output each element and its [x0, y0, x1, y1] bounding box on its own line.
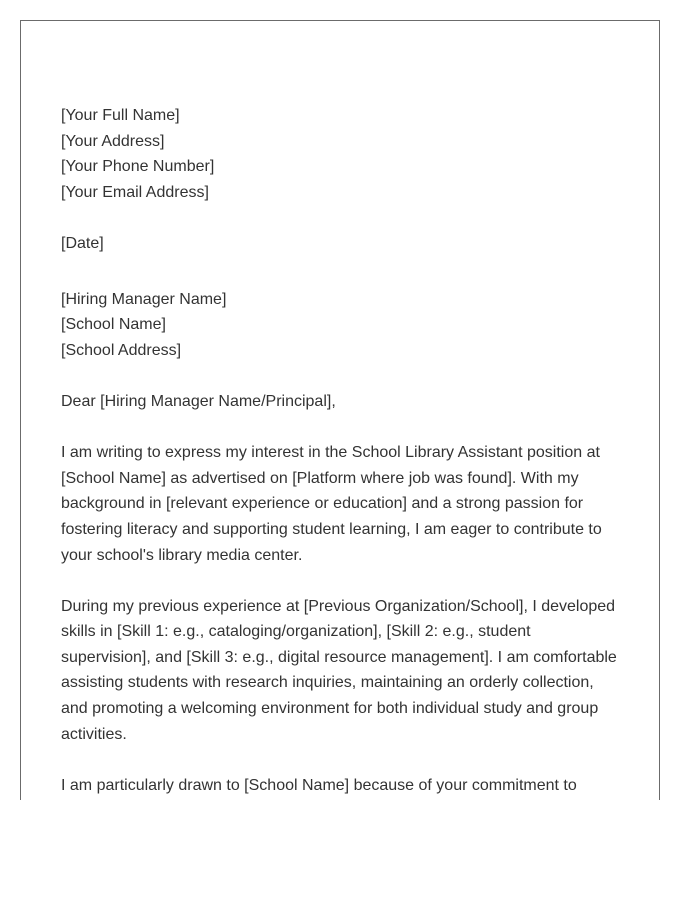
sender-address: [Your Address] — [61, 132, 165, 150]
letter-body — [61, 103, 626, 800]
recipient-address: [School Address] — [61, 341, 182, 359]
paragraph-line: supervision], and [Skill 3: e.g., digital resource management]. I am comfortable — [61, 648, 617, 666]
paragraph-line: During my previous experience at [Previous Organization/School], I developed — [61, 597, 616, 615]
recipient-school: [School Name] — [61, 316, 166, 334]
sender-block — [61, 103, 626, 205]
letter-date: [Date] — [61, 234, 104, 252]
paragraph-line: I am particularly drawn to [School Name] because of your commitment to — [61, 776, 577, 794]
recipient-block — [61, 287, 626, 364]
salutation-block — [61, 389, 626, 415]
paragraph-line: skills in [Skill 1: e.g., cataloging/organization], [Skill 2: e.g., student — [61, 623, 531, 641]
paragraph-1 — [61, 440, 626, 568]
paragraph-line: assisting students with research inquiries, maintaining an orderly collection, — [61, 674, 594, 692]
sender-name: [Your Full Name] — [61, 107, 180, 124]
paragraph-line: [School Name] as advertised on [Platform where job was found]. With my — [61, 469, 579, 487]
paragraph-line: and promoting a welcoming environment for both individual study and group — [61, 700, 599, 718]
paragraph-line: I am writing to express my interest in the School Library Assistant position at — [61, 444, 600, 462]
sender-email: [Your Email Address] — [61, 183, 209, 201]
paragraph-2 — [61, 594, 626, 748]
paragraph-line: fostering literacy and supporting student learning, I am eager to contribute to — [61, 520, 602, 538]
paragraph-line: background in [relevant experience or education] and a strong passion for — [61, 495, 584, 513]
letter-page — [20, 20, 660, 800]
sender-phone: [Your Phone Number] — [61, 158, 215, 176]
paragraph-line: activities. — [61, 725, 127, 743]
recipient-manager: [Hiring Manager Name] — [61, 290, 227, 308]
paragraph-3 — [61, 773, 626, 799]
date-block — [61, 231, 626, 257]
salutation: Dear [Hiring Manager Name/Principal], — [61, 392, 336, 410]
paragraph-line: your school's library media center. — [61, 546, 303, 564]
